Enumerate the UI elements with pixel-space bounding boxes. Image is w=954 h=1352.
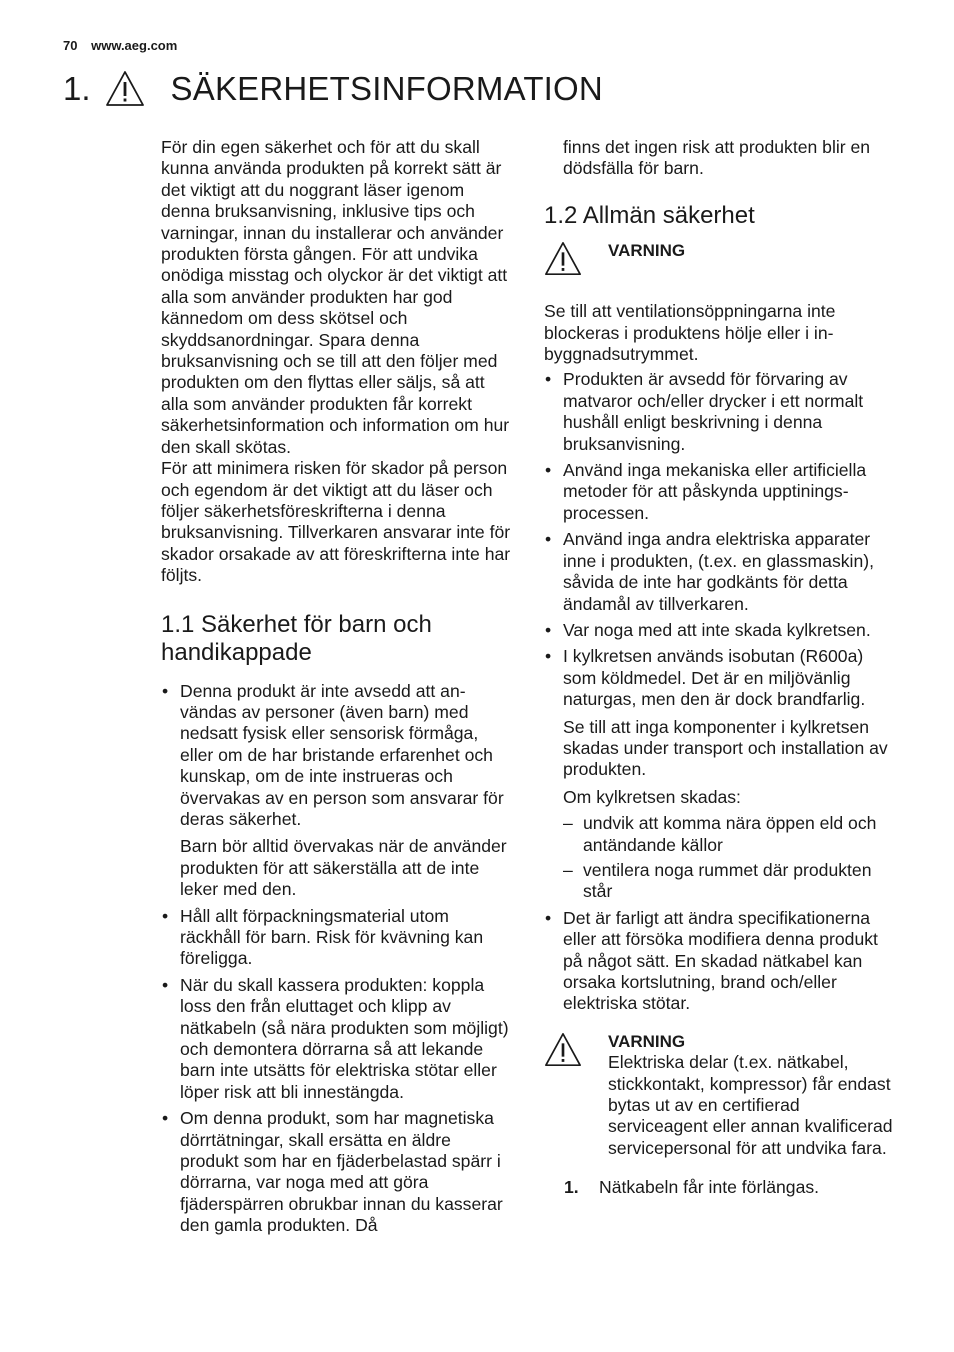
section-intro: Se till att ventilationsöppningarna inte blockeras i produktens hölje eller i inbyggnadsutrymmet. bbox=[544, 301, 836, 365]
list-item bbox=[161, 906, 513, 970]
dash-item: – undvik att komma nära öppen eld och antändande källor bbox=[563, 813, 898, 856]
list-item-text: Använd inga andra elektriska apparater inne i produkten, (t.ex. en glassmaskin), såvida de inte har godkänts för detta ändamål av tillverkaren. bbox=[563, 529, 874, 614]
intro-paragraph: För att minimera risken för skador på person och egendom är det viktigt att du läser och följer säkerhetsföreskrifterna i denna bruksanvisning. Tillverkaren ansvarar inte för skador orsakade av att föreskrifterna inte har följts. bbox=[161, 458, 511, 586]
section-heading: 1.1 Säkerhet för barn och handikappade bbox=[161, 610, 432, 666]
dash-list bbox=[563, 813, 898, 903]
list-item-text: Om denna produkt, som har magnetiska dörrtätningar, skall ersätta en äldre produkt som har en fjäderbelastad spärr i dörrarna, var noga med att göra fjäderspärren obrukbar innan du kasserar den gamla produkten. Då bbox=[180, 1108, 503, 1236]
list-item-subparagraph: Om kylkretsen skadas: bbox=[563, 786, 741, 807]
warning-box bbox=[544, 240, 898, 283]
list-item bbox=[544, 369, 898, 455]
list-item bbox=[544, 620, 898, 641]
website-url[interactable]: www.aeg.com bbox=[91, 38, 178, 53]
item-text: Nätkabeln får inte förlängas. bbox=[599, 1177, 820, 1198]
dash-item: – ventilera noga rummet där produkten står bbox=[563, 860, 898, 903]
warning-title: VARNING bbox=[608, 1031, 686, 1051]
list-item bbox=[544, 646, 898, 902]
list-item bbox=[161, 975, 513, 1103]
title-number: 1. bbox=[63, 70, 91, 107]
page-header bbox=[63, 38, 177, 53]
warning-triangle-icon bbox=[105, 69, 145, 109]
numbered-item bbox=[564, 1177, 898, 1198]
warning-title: VARNING bbox=[608, 240, 686, 260]
list-item bbox=[161, 681, 513, 901]
item-number: 1. bbox=[564, 1177, 579, 1198]
warning-triangle-icon bbox=[544, 240, 608, 283]
warning-triangle-icon bbox=[544, 1031, 608, 1159]
continuation-text: finns det ingen risk att produkten blir en dödsfälla för barn. bbox=[563, 137, 871, 179]
list-item-text: Denna produkt är inte avsedd att användas av personer (även barn) med nedsatt fysisk eller sensorisk förmåga, eller om de har bristande erfarenhet och kunskap, om de inte instrueras och övervakas av en person som ansvarar för deras säkerhet. bbox=[180, 680, 504, 829]
title-text: SÄKERHETSINFORMATION bbox=[170, 70, 603, 107]
list-item bbox=[161, 1108, 513, 1236]
list-item-subparagraph: Barn bör alltid övervakas när de använder produkten för att säkerställa att de inte leker med den. bbox=[180, 836, 507, 900]
list-item-text: I kylkretsen används isobutan (R600a) som köldmedel. Det är en miljövänlig naturgas, men den är dock brandfarlig. bbox=[563, 646, 866, 710]
list-item-text: Var noga med att inte skada kylkretsen. bbox=[563, 619, 871, 640]
list-item-subparagraph: Se till att inga komponenter i kylkretsen skadas under transport och installation av produkten. bbox=[563, 716, 888, 780]
intro-paragraph: För din egen säkerhet och för att du skall kunna använda produkten på korrekt sätt är det viktigt att du noggrant läser igenom denna bruksanvisning, inklusive tips och varningar, innan du installerar och använder produkten första gången. För att undvika onödiga misstag och olyckor är det viktigt att alla som använder produkten har god kännedom om dess skötsel och skyddsanordningar. Spara denna bruksanvisning och se till att den följer med produkten om den flyttas eller säljs, så att alla som använder produkten får korrekt säkerhetsinformation och information om hur den skall skötas. bbox=[161, 137, 510, 457]
list-item bbox=[544, 460, 898, 524]
section-heading: 1.2 Allmän säkerhet bbox=[544, 201, 755, 229]
bullet-list bbox=[544, 369, 898, 1014]
list-item bbox=[544, 908, 898, 1015]
list-item bbox=[544, 529, 898, 615]
page-title bbox=[63, 64, 603, 114]
right-column bbox=[544, 137, 898, 1199]
bullet-list bbox=[161, 681, 513, 1237]
list-item-text: När du skall kassera produkten: koppla loss den från eluttaget och klipp av nätkabeln (så nära produkten som möjligt) och demontera dörrarna så att lekande barn inte utsätts för elektriska stötar eller löper risk att bli innestängda. bbox=[180, 974, 509, 1102]
list-item-text: Produkten är avsedd för förvaring av matvaror och/eller drycker i ett normalt hushåll enligt beskrivning i denna bruksanvisning. bbox=[563, 369, 864, 454]
list-item-text: Det är farligt att ändra specifikationerna eller att försöka modifiera denna produkt på något sätt. En skadad nätkabel kan orsaka kortslutning, brand och/eller elektriska stötar. bbox=[563, 907, 878, 1014]
left-column bbox=[161, 137, 513, 1242]
page-number: 70 bbox=[63, 38, 78, 53]
warning-text: Elektriska delar (t.ex. nätkabel, stickkontakt, kompressor) får endast bytas ut av en certifierad serviceagent eller annan kvalificerad servicepersonal för att undvika fara. bbox=[608, 1052, 893, 1158]
list-item-text: Håll allt förpackningsmaterial utom räckhåll för barn. Risk för kvävning kan föreligga. bbox=[180, 905, 484, 969]
warning-box bbox=[544, 1031, 898, 1159]
list-item-text: Använd inga mekaniska eller artificiella metoder för att påskynda upptiningsprocessen. bbox=[563, 460, 867, 523]
